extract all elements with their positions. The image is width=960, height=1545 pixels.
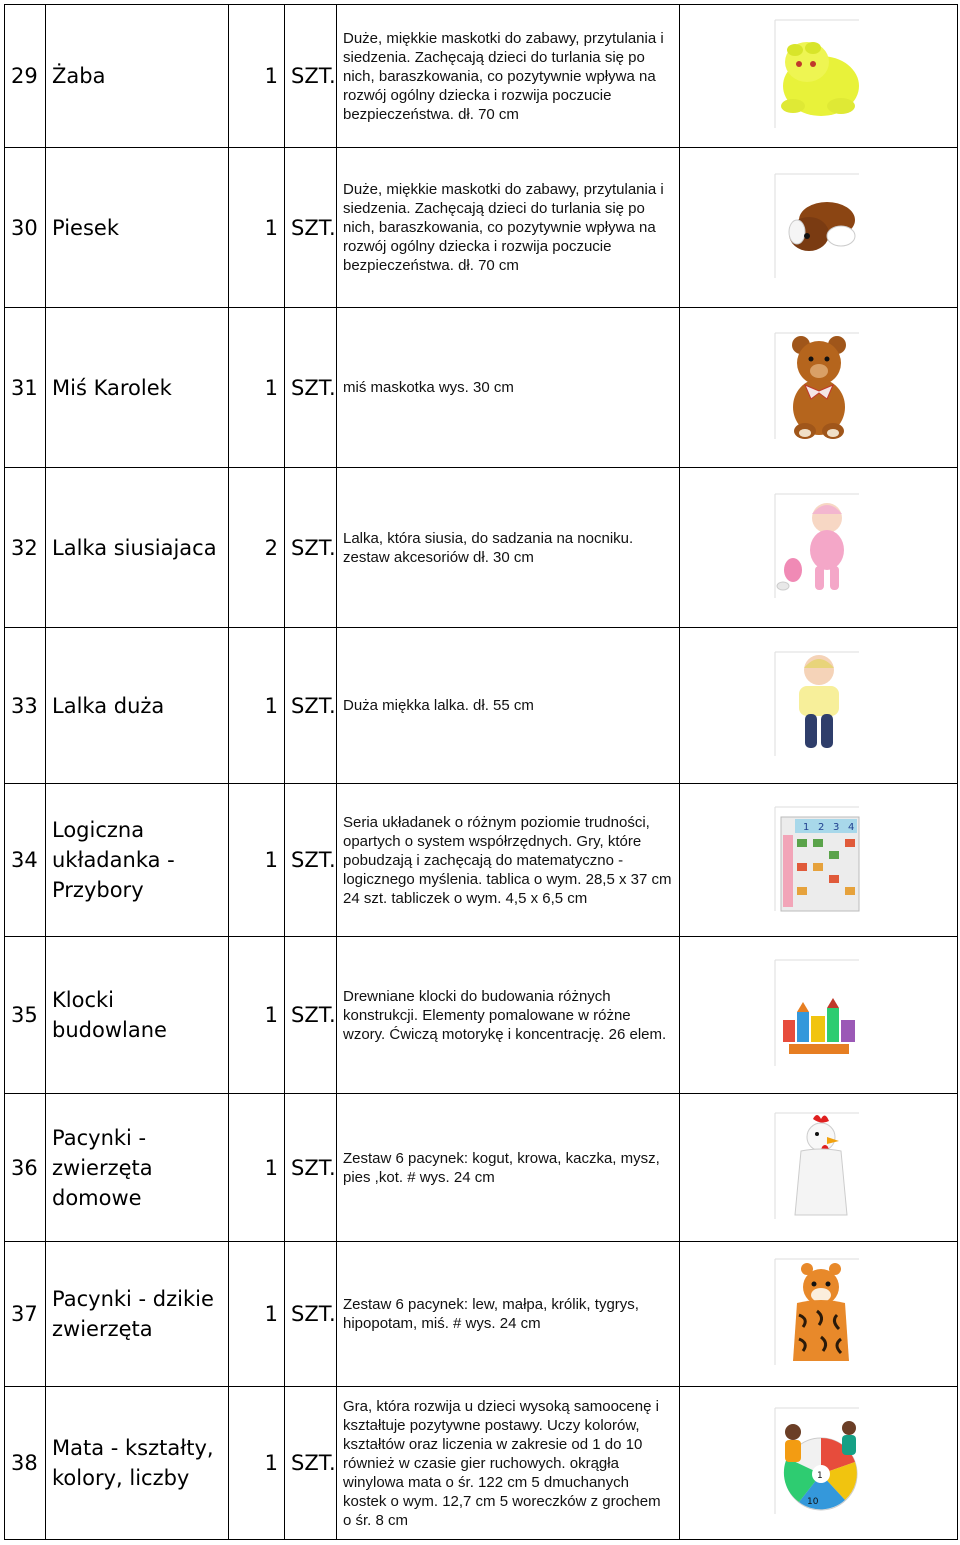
- item-unit: SZT.: [285, 1242, 337, 1387]
- item-unit: SZT.: [285, 468, 337, 628]
- item-unit: SZT.: [285, 308, 337, 468]
- item-name: Lalka duża: [46, 628, 229, 784]
- item-quantity: 1: [229, 937, 285, 1094]
- row-number: 38: [5, 1387, 46, 1540]
- item-quantity: 1: [229, 1094, 285, 1242]
- table-row: [5, 937, 958, 1094]
- item-name: Mata - kształty, kolory, liczby: [46, 1387, 229, 1540]
- item-unit: SZT.: [285, 1094, 337, 1242]
- item-quantity: 1: [229, 628, 285, 784]
- puzzle-digit: 2: [817, 821, 824, 833]
- table-row: [5, 1094, 958, 1242]
- teddy-bear-image: [769, 327, 869, 445]
- item-unit: SZT.: [285, 148, 337, 308]
- plush-frog-image: [769, 14, 869, 134]
- row-number: 30: [5, 148, 46, 308]
- row-number: 36: [5, 1094, 46, 1242]
- play-mat-image: [769, 1402, 869, 1520]
- item-name: Lalka siusiajaca: [46, 468, 229, 628]
- item-description: Lalka, która siusia, do sadzania na nocniku. zestaw akcesoriów dł. 30 cm: [337, 468, 680, 628]
- large-doll-image: [769, 646, 869, 761]
- rooster-puppet-image: [769, 1107, 869, 1225]
- item-unit: SZT.: [285, 937, 337, 1094]
- row-number: 31: [5, 308, 46, 468]
- item-unit: SZT.: [285, 628, 337, 784]
- plush-dog-image: [769, 168, 869, 283]
- item-description: Zestaw 6 pacynek: kogut, krowa, kaczka, mysz, pies ,kot. # wys. 24 cm: [337, 1094, 680, 1242]
- puzzle-digit: 3: [832, 821, 839, 833]
- item-description: Duża miękka lalka. dł. 55 cm: [337, 628, 680, 784]
- item-description: miś maskotka wys. 30 cm: [337, 308, 680, 468]
- item-description: Duże, miękkie maskotki do zabawy, przytulania i siedzenia. Zachęcają dzieci do turlania się po nich, baraszkowania, co pozytywnie wpływa na rozwój ogólny dziecka i rozwija poczucie bezpieczeństwa. dł. 70 cm: [337, 5, 680, 148]
- table-row: [5, 468, 958, 628]
- row-number: 35: [5, 937, 46, 1094]
- mat-number: 1: [816, 1471, 823, 1481]
- row-number: 37: [5, 1242, 46, 1387]
- item-quantity: 1: [229, 1387, 285, 1540]
- item-unit: SZT.: [285, 5, 337, 148]
- mat-number: 10: [806, 1497, 818, 1507]
- item-unit: SZT.: [285, 784, 337, 937]
- item-name: Miś Karolek: [46, 308, 229, 468]
- table-row: [5, 5, 958, 148]
- baby-doll-image: [769, 488, 869, 603]
- item-quantity: 1: [229, 1242, 285, 1387]
- tiger-puppet-image: [769, 1253, 869, 1371]
- item-name: Logiczna układanka - Przybory: [46, 784, 229, 937]
- item-quantity: 1: [229, 5, 285, 148]
- puzzle-board-image: [769, 801, 869, 916]
- table-row: [5, 1387, 958, 1540]
- item-description: Zestaw 6 pacynek: lew, małpa, królik, tygrys, hipopotam, miś. # wys. 24 cm: [337, 1242, 680, 1387]
- item-name: Pacynki - dzikie zwierzęta: [46, 1242, 229, 1387]
- item-description: Drewniane klocki do budowania różnych konstrukcji. Elementy pomalowane w różne wzory. Ćwiczą motorykę i koncentrację. 26 elem.: [337, 937, 680, 1094]
- item-description: Duże, miękkie maskotki do zabawy, przytulania i siedzenia. Zachęcają dzieci do turlania się po nich, baraszkowania, co pozytywnie wpływa na rozwój ogólny dziecka i rozwija poczucie bezpieczeństwa. dł. 70 cm: [337, 148, 680, 308]
- puzzle-digit: 4: [847, 821, 854, 833]
- table-row: [5, 784, 958, 937]
- item-quantity: 1: [229, 148, 285, 308]
- item-unit: SZT.: [285, 1387, 337, 1540]
- item-description: Gra, która rozwija u dzieci wysoką samoocenę i kształtuje pozytywne postawy. Uczy kolorów, kształtów oraz liczenia w zakresie od 1 do 10 również w czasie gier ruchowych. okrągła winylowa mata o śr. 122 cm 5 dmuchanych kostek o wym. 12,7 cm 5 woreczków z grochem o śr. 8 cm: [337, 1387, 680, 1540]
- item-name: Żaba: [46, 5, 229, 148]
- product-table: [4, 4, 958, 1540]
- table-row: [5, 148, 958, 308]
- item-quantity: 1: [229, 308, 285, 468]
- item-quantity: 2: [229, 468, 285, 628]
- item-description: Seria układanek o różnym poziomie trudności, opartych o system współrzędnych. Gry, które pobudzają i zachęcają do matematyczno - logicznego myślenia. tablica o wym. 28,5 x 37 cm 24 szt. tabliczek o wym. 4,5 x 6,5 cm: [337, 784, 680, 937]
- building-blocks-image: [769, 954, 869, 1072]
- row-number: 33: [5, 628, 46, 784]
- item-quantity: 1: [229, 784, 285, 937]
- item-name: Klocki budowlane: [46, 937, 229, 1094]
- item-name: Piesek: [46, 148, 229, 308]
- puzzle-digit: 1: [802, 821, 809, 833]
- table-row: [5, 628, 958, 784]
- row-number: 34: [5, 784, 46, 937]
- table-row: [5, 308, 958, 468]
- item-name: Pacynki - zwierzęta domowe: [46, 1094, 229, 1242]
- row-number: 29: [5, 5, 46, 148]
- row-number: 32: [5, 468, 46, 628]
- table-row: [5, 1242, 958, 1387]
